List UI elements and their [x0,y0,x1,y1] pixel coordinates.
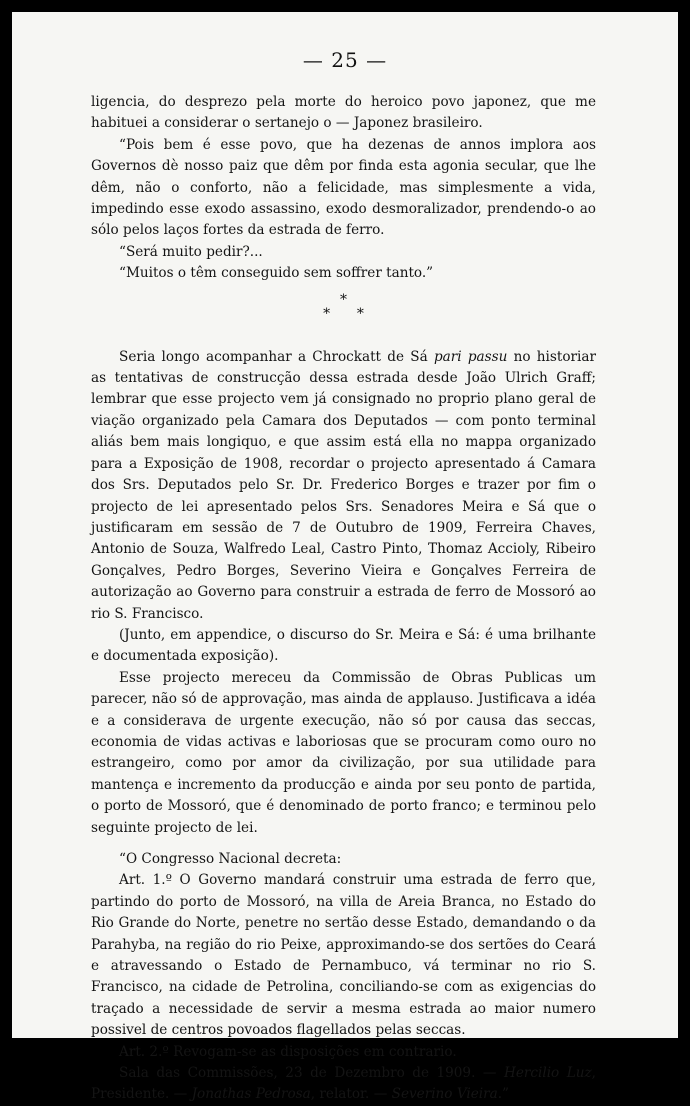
signatory-3: Severino Vieira [391,1086,498,1103]
signatory-1-role: , Presidente. — [91,1065,596,1103]
chrockatt-text-start: Seria longo acompanhar a Chrockatt de Sá [119,348,434,365]
signature-suffix: .” [497,1086,510,1103]
asterisk-bottom: * * [323,305,364,322]
section-separator [91,293,596,321]
signature-line [91,1063,596,1106]
quote-paragraph-pedir: “Será muito pedir?... [119,243,263,260]
decree-heading: “O Congresso Nacional decreta: [119,851,342,867]
page-number: — 25 — [302,48,388,72]
signatory-2-role: , relator. — [310,1086,392,1103]
paragraph-projecto: Esse projecto mereceu da Commissão de Obras Publicas um parecer, não só de approvação, mas ainda de applauso. Justificava a idéa e a considerava de urgente execução, não só por causa das seccas, economia de vidas activas e laboriosas que se procuram como ouro no estrangeiro, como por amor da civilização, por sua utilidade para mantença e incremento da producção e ainda por seu ponto de partida, o porto de Mossoró, que é denominado de porto franco; e terminou pelo seguinte projecto de lei. [91,669,596,836]
quote-paragraph-povo: “Pois bem é esse povo, que ha dezenas de annos implora aos Governos dè nosso paiz que dêm por finda esta agonia secular, que lhe dêm, não o conforto, não a felicidade, mas simplesmente a vida, impedindo esse exodo assassino, exodo desmoralizador, prendendo-o ao sólo pelos laços fortes da estrada de ferro. [91,136,596,239]
signature-prefix: Sala das Commissões, 23 de Dezembro de 1909. — [119,1065,504,1082]
signatory-2: Jonathas Pedrosa [191,1086,311,1103]
paragraph-chrockatt [91,347,596,625]
article-1: Art. 1.º O Governo mandará construir uma estrada de ferro que, partindo do porto de Mossoró, na villa de Areia Branca, no Estado do Rio Grande do Norte, penetre no sertão desse Estado, demandando o da Parahyba, na região do rio Peixe, approximando-se dos sertões do Ceará e atravessando o Estado de Pernambuco, vá terminar no rio S. Francisco, na cidade de Petrolina, conciliando-se com as exigencias do traçado a necessidade de servir a mesma estrada ao maior numero possivel de centros povoados flagellados pelas seccas. [91,872,596,1039]
book-page [12,12,678,1103]
page-body [91,92,596,1106]
signatory-1: Hercilio Luz [503,1065,592,1082]
asterisk-top: * [340,291,347,308]
chrockatt-text-rest: no historiar as tentativas de construcção dessa estrada desde João Ulrich Graff; lembrar que esse projecto vem já consignado no proprio plano geral de viação organizado pela Camara dos Deputados — com ponto terminal aliás bem mais longiquo, e que assim está ella no mappa organizado para a Exposição de 1908, recordar o projecto apresentado á Camara dos Srs. Deputados pelo Sr. Dr. Frederico Borges e trazer por fim o projecto de lei apresentado pelos Srs. Senadores Meira e Sá que o justificaram em sessão de 7 de Outubro de 1909, Ferreira Chaves, Antonio de Souza, Walfredo Leal, Castro Pinto, Thomaz Accioly, Ribeiro Gonçalves, Pedro Borges, Severino Vieira e Gonçalves Ferreira de autorização ao Governo para construir a estrada de ferro de Mossoró ao rio S. Francisco. [91,348,596,622]
paragraph-junto: (Junto, em appendice, o discurso do Sr. Meira e Sá: é uma brilhante e documentada exposição). [91,626,596,665]
article-2: Art. 2.º Revogam-se as disposições em contrario. [119,1043,457,1060]
quote-paragraph-muitos: “Muitos o têm conseguido sem soffrer tanto.” [119,265,434,282]
paragraph-continuation: ligencia, do desprezo pela morte do heroico povo japonez, que me habituei a considerar o sertanejo o — Japonez brasileiro. [91,94,596,132]
latin-phrase: pari passu [433,348,508,365]
